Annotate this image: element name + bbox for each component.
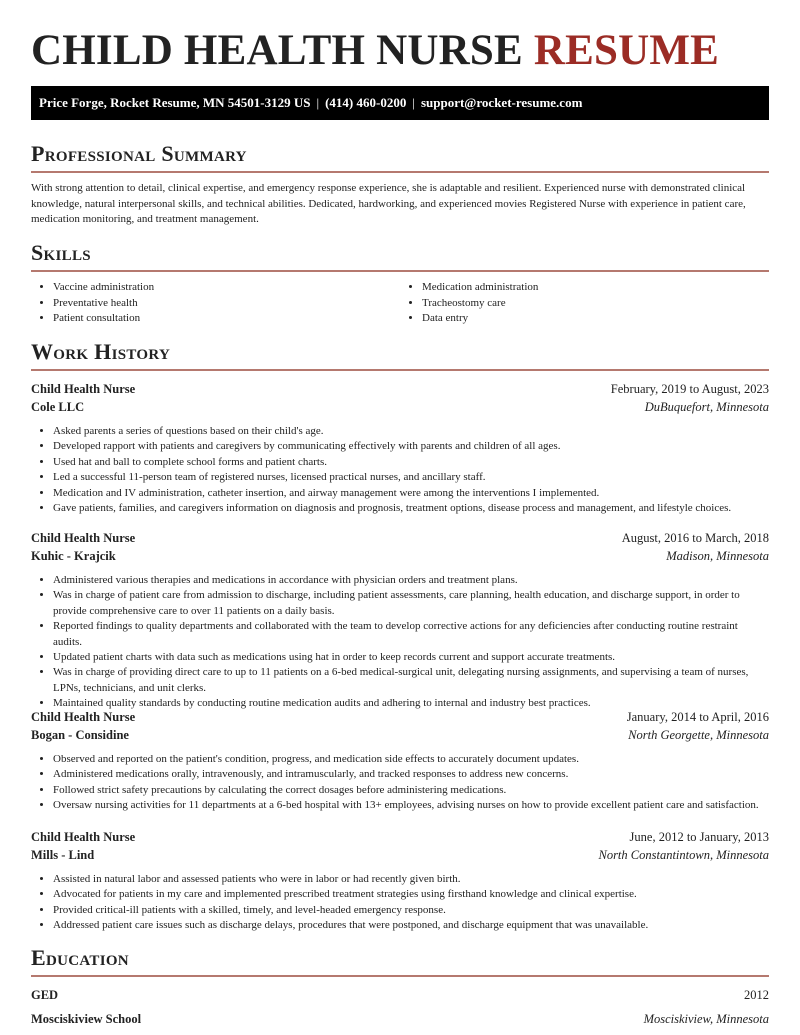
- skill-item: • Medication administration: [422, 280, 769, 296]
- job-title: Child Health Nurse: [31, 710, 136, 724]
- job-bullet: • Observed and reported on the patient's condition, progress, and medication side effects to accurately document updates.: [53, 752, 769, 767]
- job-bullet: • Addressed patient care issues such as discharge delays, procedures that were postponed, and discharge equipment that was unavailable.: [53, 918, 769, 933]
- job-bullet: • Asked parents a series of questions based on their child's age.: [53, 424, 769, 439]
- job-location: North Constantintown, Minnesota: [598, 848, 769, 862]
- job-location: North Georgette, Minnesota: [628, 728, 769, 742]
- job-bullet: • Maintained quality standards by conducting routine medication audits and adhering to internal and industry best practices.: [53, 696, 769, 711]
- section-divider: [31, 171, 769, 173]
- skills-heading: Skills: [31, 240, 91, 265]
- job-title: Child Health Nurse: [31, 382, 136, 396]
- job-bullets: [31, 424, 769, 516]
- skill-item: • Preventative health: [53, 296, 400, 312]
- job-bullet: • Medication and IV administration, catheter insertion, and airway management were among the interventions I implemented.: [53, 486, 769, 501]
- job-entry: [31, 708, 769, 814]
- contact-email[interactable]: support@rocket-resume.com: [420, 95, 583, 110]
- job-location: Madison, Minnesota: [666, 549, 769, 563]
- section-divider: [31, 270, 769, 272]
- job-bullet: • Was in charge of providing direct care to up to 11 patients on a 6-bed medical-surgical unit, delegating nursing assignments, and supervising a team of nurses, LPNs, technicians, and unit clerks.: [53, 665, 769, 696]
- education-year: 2012: [744, 988, 769, 1002]
- education-degree: GED: [31, 988, 59, 1002]
- resume-title: [31, 0, 769, 86]
- skill-item: • Tracheostomy care: [422, 296, 769, 312]
- contact-separator: |: [412, 95, 415, 110]
- education-section: [31, 944, 769, 977]
- job-bullet: • Developed rapport with patients and caregivers by communicating effectively with parents and children of all ages.: [53, 439, 769, 454]
- section-divider: [31, 975, 769, 977]
- skills-column-right: [400, 280, 769, 327]
- skills-list: [31, 280, 769, 327]
- skill-item: • Data entry: [422, 311, 769, 327]
- job-dates: August, 2016 to March, 2018: [621, 531, 769, 545]
- contact-separator: |: [316, 95, 320, 110]
- education-heading: Education: [31, 945, 129, 970]
- job-bullet: • Oversaw nursing activities for 11 departments at a 6-bed hospital with 13+ employees, advising nurses on how to provide excellent patient care and satisfaction.: [53, 798, 769, 813]
- job-entry: [31, 529, 769, 712]
- job-entry: [31, 380, 769, 516]
- job-dates: January, 2014 to April, 2016: [626, 710, 769, 724]
- job-company: Kuhic - Krajcik: [31, 549, 116, 563]
- job-dates: June, 2012 to January, 2013: [629, 830, 769, 844]
- contact-address: Price Forge, Rocket Resume, MN 54501-3129 US: [39, 95, 311, 110]
- skills-section: [31, 239, 769, 327]
- skill-item: • Vaccine administration: [53, 280, 400, 296]
- job-bullet: • Assisted in natural labor and assessed patients who were in labor or had recently given birth.: [53, 872, 769, 887]
- work-history-section: [31, 338, 769, 371]
- job-dates: February, 2019 to August, 2023: [610, 382, 769, 396]
- job-bullet: • Gave patients, families, and caregivers information on diagnosis and prognosis, treatment options, disease process and management, and lifestyle choices.: [53, 501, 769, 516]
- work-history-heading: Work History: [31, 339, 171, 364]
- contact-bar: [31, 86, 769, 120]
- contact-phone: (414) 460-0200: [325, 95, 407, 110]
- job-bullet: • Administered medications orally, intravenously, and intramuscularly, and tracked responses to address new concerns.: [53, 767, 769, 782]
- job-bullet: • Updated patient charts with data such as medications using hat in order to keep records current and support accurate treatments.: [53, 650, 769, 665]
- skills-column-left: [31, 280, 400, 327]
- summary-heading: Professional Summary: [31, 141, 247, 166]
- job-bullets: [31, 752, 769, 814]
- job-bullets: [31, 573, 769, 712]
- job-bullets: [31, 872, 769, 934]
- job-bullet: • Followed strict safety precautions by calculating the correct dosages before administering medications.: [53, 783, 769, 798]
- job-title: Child Health Nurse: [31, 531, 136, 545]
- job-bullet: • Provided critical-ill patients with a skilled, timely, and level-headed emergency response.: [53, 903, 769, 918]
- summary-section: [31, 140, 769, 228]
- education-entry: [31, 986, 769, 1028]
- job-bullet: • Administered various therapies and medications in accordance with physician orders and treatment plans.: [53, 573, 769, 588]
- title-main: CHILD HEALTH NURSE: [31, 27, 523, 74]
- job-bullet: • Used hat and ball to complete school forms and patient charts.: [53, 455, 769, 470]
- job-bullet: • Was in charge of patient care from admission to discharge, including patient assessments, care planning, health education, and discharge support, in order to provide comprehensive care to over 11 patients on a daily basis.: [53, 588, 769, 619]
- job-location: DuBuquefort, Minnesota: [644, 400, 769, 414]
- skill-item: • Patient consultation: [53, 311, 400, 327]
- education-location: Mosciskiview, Minnesota: [643, 1012, 769, 1026]
- job-title: Child Health Nurse: [31, 830, 136, 844]
- job-bullet: • Led a successful 11-person team of registered nurses, licensed practical nurses, and ancillary staff.: [53, 470, 769, 485]
- summary-text: With strong attention to detail, clinical expertise, and emergency response experience, she is adaptable and resilient. Experienced nurse with demonstrated clinical knowledge, natural interpersonal skills, and technical abilities. Dedicated, hardworking, and experienced movies Registered Nurse with experience in patient care, medication monitoring, and treatment management.: [31, 182, 746, 225]
- job-entry: [31, 828, 769, 934]
- job-company: Mills - Lind: [31, 848, 95, 862]
- section-divider: [31, 369, 769, 371]
- title-accent: RESUME: [533, 27, 719, 74]
- education-school: Mosciskiview School: [31, 1012, 142, 1026]
- job-bullet: • Reported findings to quality departments and collaborated with the team to develop corrective actions for any deficiencies after conducting routine restraint audits.: [53, 619, 769, 650]
- job-company: Cole LLC: [31, 400, 85, 414]
- job-bullet: • Advocated for patients in my care and implemented prescribed treatment strategies using firsthand knowledge and clinical expertise.: [53, 887, 769, 902]
- job-company: Bogan - Considine: [31, 728, 129, 742]
